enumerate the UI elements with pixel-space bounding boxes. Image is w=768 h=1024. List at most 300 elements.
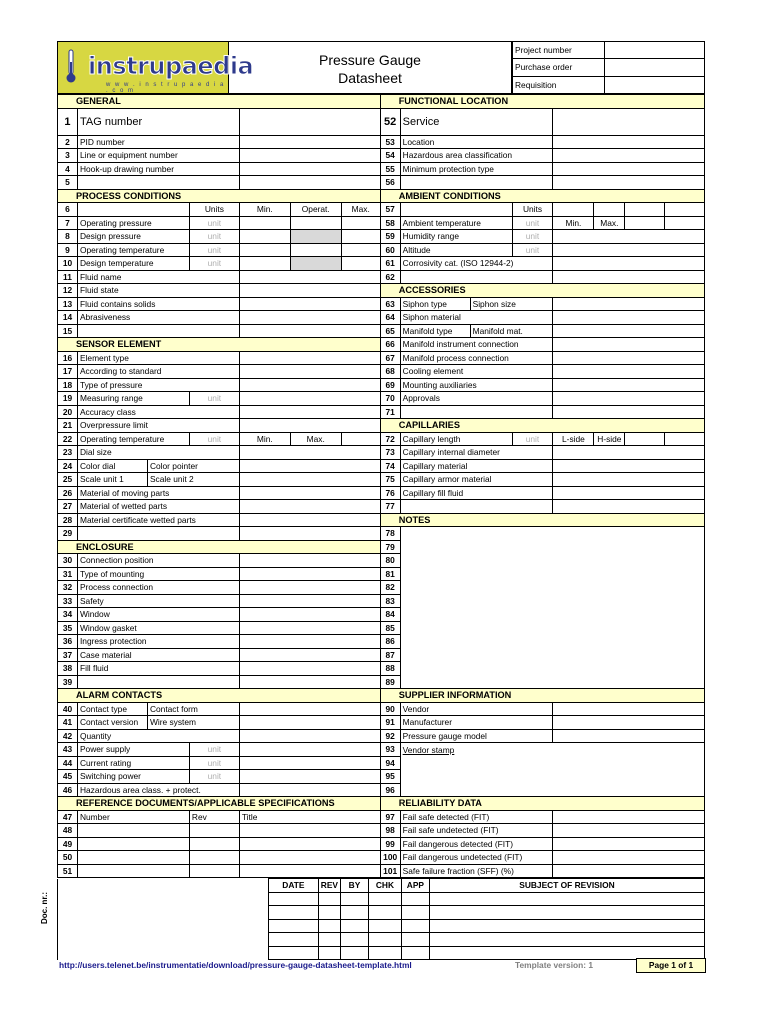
max-field[interactable]: Max. (290, 432, 341, 446)
operating-field[interactable] (290, 257, 341, 271)
template-link[interactable]: http://users.telenet.be/instrumentatie/download/pressure-gauge-datasheet-template.html (59, 960, 412, 970)
row-number: 60 (380, 243, 400, 257)
field-label: Ambient temperature (400, 216, 512, 230)
field-label (77, 176, 239, 190)
unit-field[interactable]: unit (512, 243, 553, 257)
notes-area[interactable] (400, 581, 704, 595)
field-value[interactable] (239, 270, 380, 284)
spacer-cell (665, 432, 705, 446)
ref-rev[interactable] (189, 824, 239, 838)
field-label-2: Color pointer (147, 459, 239, 473)
field-label: Manifold process connection (400, 351, 553, 365)
spacer-cell (665, 203, 705, 217)
field-value[interactable] (553, 297, 705, 311)
notes-area[interactable] (400, 594, 704, 608)
revision-cell[interactable] (401, 919, 429, 933)
sheet-row (58, 270, 705, 284)
max-field[interactable] (341, 243, 380, 257)
operating-field[interactable] (290, 243, 341, 257)
header (57, 41, 705, 94)
field-value[interactable] (553, 729, 705, 743)
field-label (77, 675, 239, 689)
field-label-2: Manifold mat. (470, 324, 553, 338)
row-number: 2 (58, 135, 78, 149)
ref-number[interactable] (77, 864, 189, 878)
row-number: 83 (380, 594, 400, 608)
field-value[interactable] (239, 729, 380, 743)
notes-area[interactable] (400, 770, 704, 784)
field-label: Siphon material (400, 311, 553, 325)
field-value[interactable] (239, 716, 380, 730)
field-value[interactable] (341, 432, 380, 446)
unit-field[interactable]: unit (512, 216, 553, 230)
field-label: Contact version (77, 716, 147, 730)
revision-cell[interactable] (341, 906, 369, 920)
field-value[interactable] (625, 432, 665, 446)
revision-cell[interactable] (341, 919, 369, 933)
revision-cell[interactable] (429, 906, 704, 920)
max-field[interactable]: Max. (594, 216, 625, 230)
revision-cell[interactable] (401, 933, 429, 947)
field-value[interactable] (239, 554, 380, 568)
field-value[interactable] (239, 365, 380, 379)
min-field[interactable] (553, 203, 594, 217)
revision-cell[interactable] (401, 892, 429, 906)
ref-title[interactable]: Title (239, 810, 380, 824)
sheet-row (58, 338, 705, 352)
operating-field[interactable]: Operat. (290, 203, 341, 217)
purchase-order-label: Purchase order (513, 59, 605, 76)
field-value[interactable] (239, 702, 380, 716)
field-value[interactable] (553, 257, 705, 271)
field-label: Fluid name (77, 270, 239, 284)
revision-cell[interactable] (401, 946, 429, 960)
field-value[interactable] (239, 567, 380, 581)
revision-cell[interactable] (368, 906, 401, 920)
row-number: 15 (58, 324, 78, 338)
field-label: Location (400, 135, 553, 149)
unit-field[interactable]: unit (512, 432, 553, 446)
field-label (77, 324, 239, 338)
row-number: 70 (380, 392, 400, 406)
field-value[interactable] (553, 230, 705, 244)
revision-cell[interactable] (318, 892, 340, 906)
field-value[interactable] (239, 351, 380, 365)
field-label (77, 527, 239, 541)
notes-area[interactable] (400, 567, 704, 581)
field-value[interactable] (239, 635, 380, 649)
ref-title[interactable] (239, 851, 380, 865)
field-value[interactable] (239, 108, 380, 135)
field-value[interactable] (553, 810, 705, 824)
min-field[interactable]: Min. (553, 216, 594, 230)
notes-area[interactable] (400, 527, 704, 541)
field-value[interactable] (239, 284, 380, 298)
min-field[interactable] (239, 257, 290, 271)
field-value[interactable] (553, 378, 705, 392)
field-value[interactable] (239, 743, 380, 757)
vendor-stamp-label: Vendor stamp (400, 743, 704, 757)
min-field[interactable] (239, 243, 290, 257)
sheet-row (58, 446, 705, 460)
field-value[interactable] (553, 837, 705, 851)
sheet-row (58, 594, 705, 608)
ref-title[interactable] (239, 837, 380, 851)
field-value[interactable] (553, 338, 705, 352)
row-number: 59 (380, 230, 400, 244)
field-label: Fail safe detected (FIT) (400, 810, 553, 824)
field-value[interactable] (553, 864, 705, 878)
row-number: 8 (58, 230, 78, 244)
field-value[interactable] (239, 513, 380, 527)
notes-area[interactable] (400, 662, 704, 676)
field-value[interactable] (553, 459, 705, 473)
field-label: Hazardous area class. + protect. (77, 783, 239, 797)
row-number: 98 (380, 824, 400, 838)
row-number: 14 (58, 311, 78, 325)
field-value[interactable] (553, 851, 705, 865)
sheet-row (58, 513, 705, 527)
ref-title[interactable] (239, 824, 380, 838)
sheet-row (58, 257, 705, 271)
row-number: 56 (380, 176, 400, 190)
row-number: 84 (380, 608, 400, 622)
field-value[interactable] (239, 675, 380, 689)
field-value[interactable] (553, 392, 705, 406)
sheet-row (58, 648, 705, 662)
field-label: Minimum protection type (400, 162, 553, 176)
field-label (400, 405, 553, 419)
field-label: Fluid contains solids (77, 297, 239, 311)
sheet-row (58, 230, 705, 244)
field-value[interactable] (239, 648, 380, 662)
field-label: Fail dangerous detected (FIT) (400, 837, 553, 851)
field-value[interactable] (553, 486, 705, 500)
revision-cell[interactable] (429, 892, 704, 906)
field-value[interactable] (239, 149, 380, 163)
ref-rev[interactable] (189, 837, 239, 851)
field-value[interactable] (553, 702, 705, 716)
unit-field[interactable]: Units (189, 203, 239, 217)
field-value[interactable] (553, 365, 705, 379)
max-field[interactable] (594, 203, 625, 217)
row-number: 81 (380, 567, 400, 581)
revision-cell[interactable] (268, 946, 318, 960)
row-number: 85 (380, 621, 400, 635)
unit-field[interactable]: unit (189, 743, 239, 757)
field-value[interactable] (239, 297, 380, 311)
revision-cell[interactable] (341, 892, 369, 906)
field-value[interactable] (239, 783, 380, 797)
field-value[interactable] (553, 500, 705, 514)
field-value[interactable] (239, 486, 380, 500)
field-label: Mounting auxiliaries (400, 378, 553, 392)
sheet-row (58, 635, 705, 649)
field-value[interactable] (239, 756, 380, 770)
row-number: 13 (58, 297, 78, 311)
revision-cell[interactable] (368, 919, 401, 933)
field-value[interactable] (239, 500, 380, 514)
revision-header: APP (401, 879, 429, 893)
min-field[interactable] (239, 216, 290, 230)
max-field[interactable] (341, 230, 380, 244)
field-value[interactable] (239, 608, 380, 622)
field-value[interactable] (553, 311, 705, 325)
revision-cell[interactable] (368, 946, 401, 960)
unit-field[interactable]: Units (512, 203, 553, 217)
notes-area[interactable] (400, 608, 704, 622)
min-field[interactable] (239, 230, 290, 244)
row-number: 43 (58, 743, 78, 757)
field-value[interactable] (239, 473, 380, 487)
notes-area[interactable] (400, 621, 704, 635)
purchase-order-field[interactable] (604, 59, 704, 76)
section-header: RELIABILITY DATA (380, 797, 704, 811)
notes-area[interactable] (400, 675, 704, 689)
revision-cell[interactable] (429, 919, 704, 933)
sheet-row (58, 756, 705, 770)
row-number: 89 (380, 675, 400, 689)
field-label: According to standard (77, 365, 239, 379)
row-number: 57 (380, 203, 400, 217)
ref-number[interactable] (77, 837, 189, 851)
unit-field[interactable]: unit (189, 770, 239, 784)
field-value[interactable] (553, 405, 705, 419)
project-number-field[interactable] (604, 42, 704, 59)
ref-rev[interactable] (189, 851, 239, 865)
logo-text: instrupaedia (88, 52, 254, 80)
field-label: Ingress protection (77, 635, 239, 649)
row-number: 97 (380, 810, 400, 824)
field-value[interactable] (625, 203, 665, 217)
sheet-row (58, 824, 705, 838)
row-number: 33 (58, 594, 78, 608)
field-label: Material of moving parts (77, 486, 239, 500)
revision-cell[interactable] (268, 892, 318, 906)
field-value[interactable] (239, 311, 380, 325)
field-value[interactable] (239, 459, 380, 473)
requisition-field[interactable] (604, 76, 704, 93)
field-value[interactable] (239, 378, 380, 392)
notes-area[interactable] (400, 540, 704, 554)
notes-area[interactable] (400, 554, 704, 568)
notes-area[interactable] (400, 648, 704, 662)
field-label: Design pressure (77, 230, 189, 244)
field-label: Material certificate wetted parts (77, 513, 239, 527)
operating-field[interactable] (290, 216, 341, 230)
sheet-row (58, 554, 705, 568)
sheet-row (58, 284, 705, 298)
row-number: 11 (58, 270, 78, 284)
ref-number[interactable] (77, 824, 189, 838)
unit-field[interactable]: unit (189, 392, 239, 406)
sheet-row (58, 311, 705, 325)
project-info-table (512, 41, 705, 94)
min-field[interactable]: Min. (239, 203, 290, 217)
field-value[interactable] (239, 405, 380, 419)
sheet-row (58, 243, 705, 257)
max-field[interactable] (341, 257, 380, 271)
min-field[interactable]: Min. (239, 432, 290, 446)
field-value[interactable] (239, 176, 380, 190)
max-field[interactable] (341, 216, 380, 230)
sheet-row (58, 851, 705, 865)
notes-area[interactable] (400, 756, 704, 770)
row-number: 54 (380, 149, 400, 163)
field-value[interactable] (239, 770, 380, 784)
spacer-cell (665, 216, 705, 230)
row-number: 19 (58, 392, 78, 406)
field-label: Fail dangerous undetected (FIT) (400, 851, 553, 865)
row-number: 49 (58, 837, 78, 851)
revision-cell[interactable] (268, 919, 318, 933)
field-label: Power supply (77, 743, 189, 757)
sheet-row (58, 810, 705, 824)
notes-area[interactable] (400, 635, 704, 649)
field-label: Accuracy class (77, 405, 239, 419)
row-number: 31 (58, 567, 78, 581)
field-label: Fail safe undetected (FIT) (400, 824, 553, 838)
ref-title[interactable] (239, 864, 380, 878)
ref-rev[interactable] (189, 864, 239, 878)
footer (57, 959, 705, 973)
field-value[interactable] (239, 621, 380, 635)
unit-field[interactable]: unit (189, 756, 239, 770)
field-value[interactable] (553, 351, 705, 365)
row-number: 52 (380, 108, 400, 135)
revision-cell[interactable] (341, 933, 369, 947)
field-label: Color dial (77, 459, 147, 473)
field-value[interactable] (553, 135, 705, 149)
field-value[interactable] (239, 527, 380, 541)
field-label: Fluid state (77, 284, 239, 298)
field-label-2: Scale unit 2 (147, 473, 239, 487)
revision-cell[interactable] (268, 906, 318, 920)
field-label: Design temperature (77, 257, 189, 271)
row-number: 29 (58, 527, 78, 541)
field-value[interactable] (553, 270, 705, 284)
row-number: 10 (58, 257, 78, 271)
field-label: Cooling element (400, 365, 553, 379)
row-number: 18 (58, 378, 78, 392)
field-label: Capillary fill fluid (400, 486, 553, 500)
unit-field[interactable]: unit (189, 243, 239, 257)
sheet-row (58, 864, 705, 878)
revision-cell[interactable] (368, 933, 401, 947)
field-value[interactable] (239, 162, 380, 176)
operating-field[interactable] (290, 230, 341, 244)
revision-cell[interactable] (318, 933, 340, 947)
row-number: 40 (58, 702, 78, 716)
unit-field[interactable]: unit (189, 230, 239, 244)
revision-cell[interactable] (429, 933, 704, 947)
unit-field[interactable]: unit (189, 216, 239, 230)
field-value[interactable] (553, 108, 705, 135)
row-number: 75 (380, 473, 400, 487)
field-label: Measuring range (77, 392, 189, 406)
min-field[interactable]: L-side (553, 432, 594, 446)
field-value[interactable] (553, 824, 705, 838)
field-value[interactable] (553, 446, 705, 460)
field-value[interactable] (239, 581, 380, 595)
field-label: PID number (77, 135, 239, 149)
field-value[interactable] (239, 392, 380, 406)
field-label: Altitude (400, 243, 512, 257)
field-label: Hazardous area classification (400, 149, 553, 163)
row-number: 44 (58, 756, 78, 770)
sheet-row (58, 567, 705, 581)
sheet-row (58, 473, 705, 487)
field-value[interactable] (553, 324, 705, 338)
revision-cell[interactable] (268, 933, 318, 947)
row-number: 32 (58, 581, 78, 595)
field-value[interactable] (239, 419, 380, 433)
row-number: 55 (380, 162, 400, 176)
field-label (400, 270, 553, 284)
revision-cell[interactable] (318, 906, 340, 920)
row-number: 91 (380, 716, 400, 730)
title-line-2: Datasheet (338, 70, 402, 86)
field-label: Siphon type (400, 297, 470, 311)
field-value[interactable] (239, 446, 380, 460)
sheet-row (58, 405, 705, 419)
row-number: 6 (58, 203, 78, 217)
revision-cell[interactable] (401, 906, 429, 920)
unit-field[interactable]: unit (189, 257, 239, 271)
sheet-row (58, 176, 705, 190)
row-number: 96 (380, 783, 400, 797)
ref-number[interactable] (77, 851, 189, 865)
revision-cell[interactable] (318, 919, 340, 933)
ref-number[interactable]: Number (77, 810, 189, 824)
notes-area[interactable] (400, 783, 704, 797)
field-label: Fill fluid (77, 662, 239, 676)
field-value[interactable] (625, 216, 665, 230)
row-number: 94 (380, 756, 400, 770)
field-label: Quantity (77, 729, 239, 743)
logo (57, 41, 254, 94)
field-value[interactable] (553, 162, 705, 176)
section-header: GENERAL (58, 95, 381, 109)
row-number: 35 (58, 621, 78, 635)
field-value[interactable] (553, 149, 705, 163)
unit-field[interactable]: unit (189, 432, 239, 446)
revision-cell[interactable] (318, 946, 340, 960)
field-value[interactable] (239, 324, 380, 338)
field-value[interactable] (553, 176, 705, 190)
field-value[interactable] (553, 716, 705, 730)
max-field[interactable]: Max. (341, 203, 380, 217)
field-value[interactable] (239, 135, 380, 149)
ref-rev[interactable]: Rev (189, 810, 239, 824)
field-value[interactable] (239, 594, 380, 608)
field-value[interactable] (553, 473, 705, 487)
field-value[interactable] (553, 243, 705, 257)
unit-field[interactable]: unit (512, 230, 553, 244)
sheet-row (58, 540, 705, 554)
row-number: 62 (380, 270, 400, 284)
row-number: 39 (58, 675, 78, 689)
field-label (400, 176, 553, 190)
field-value[interactable] (239, 662, 380, 676)
row-number: 26 (58, 486, 78, 500)
revision-cell[interactable] (341, 946, 369, 960)
max-field[interactable]: H-side (594, 432, 625, 446)
field-label (400, 500, 553, 514)
field-label: Corrosivity cat. (ISO 12944-2) (400, 257, 553, 271)
revision-cell[interactable] (368, 892, 401, 906)
field-label: Capillary internal diameter (400, 446, 553, 460)
